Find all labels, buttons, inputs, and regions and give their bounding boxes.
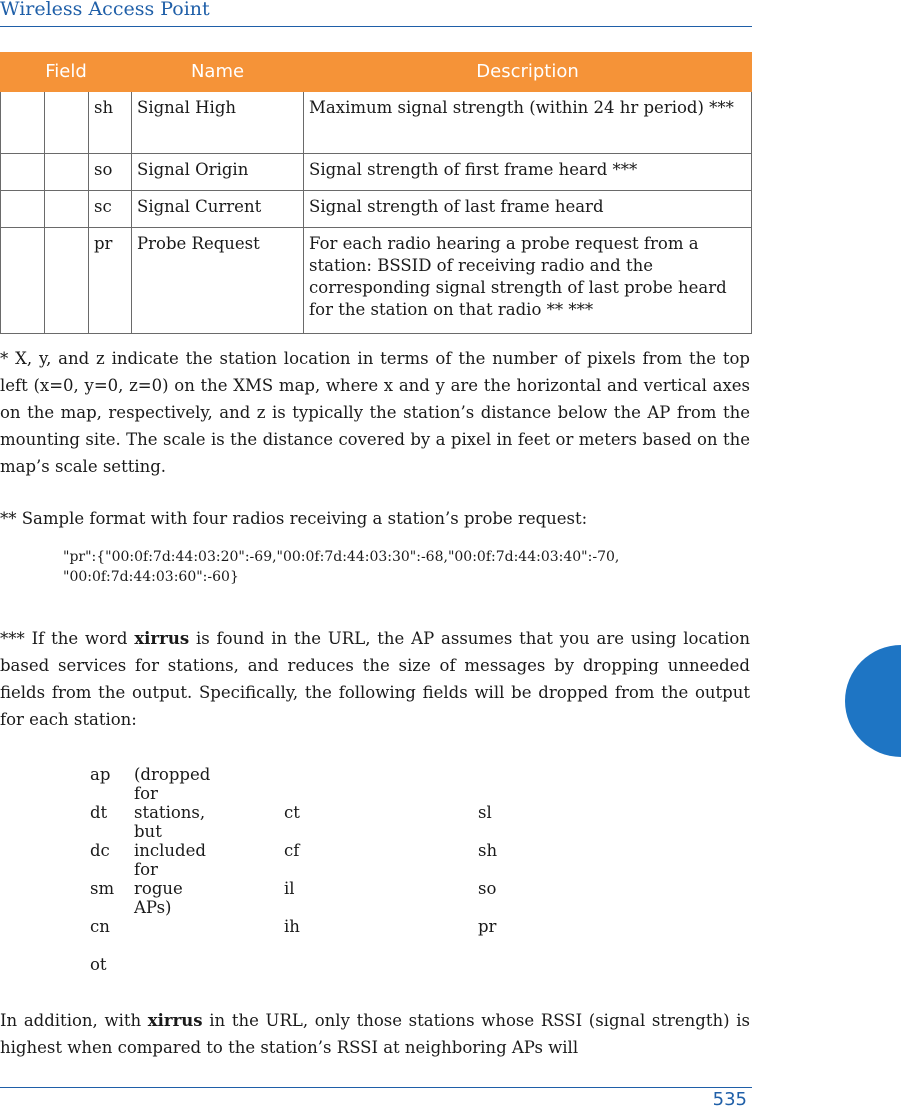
xirrus-keyword: xirrus [134, 629, 190, 648]
empty-cell [45, 191, 89, 228]
field-name: Probe Request [132, 228, 304, 334]
field-name: Signal High [132, 92, 304, 154]
empty-cell [45, 228, 89, 334]
footnote-coordinates: * X, y, and z indicate the station location in terms of the number of pixels from the top left (x=0, y=0, z=0) on the XMS map, where x and y are the horizontal and vertical axes on the map, respectively, and z is typically the station’s distance below the AP from the mounting site. The scale is the distance covered by a pixel in feet or meters based on the map’s scale setting. [0, 349, 750, 476]
footnote-xirrus-suffix: is found in the URL, the AP assumes that you are using location based services for stations, and reduces the size of messages by dropping unneeded fields from the output. Specifically, the following fields will be dropped from the output for each station: [0, 629, 750, 729]
field-abbr: cn [90, 917, 110, 936]
footnote-xirrus-prefix: *** If the word [0, 629, 135, 648]
footnote-xirrus [0, 625, 750, 733]
xirrus-keyword: xirrus [147, 1011, 203, 1030]
table-header-row [1, 53, 752, 92]
footer-divider [0, 1087, 752, 1088]
empty-cell [1, 228, 45, 334]
field-abbr: sh [478, 841, 498, 860]
field-abbr: so [89, 154, 132, 191]
empty-cell [1, 92, 45, 154]
field-abbr: ih [284, 917, 300, 936]
field-table [0, 52, 752, 334]
closing-prefix: In addition, with [0, 1011, 148, 1030]
field-abbr: ot [90, 955, 107, 974]
field-abbr: so [478, 879, 497, 898]
probe-request-sample: "pr":{"00:0f:7d:44:03:20":-69,"00:0f:7d:44:03:30":-68,"00:0f:7d:44:03:40":-70, "00:0f:7d:44:03:60":-60} [63, 549, 620, 585]
field-abbr: dt [90, 803, 108, 822]
field-abbr: dc [90, 841, 110, 860]
footnote-sample-format: ** Sample format with four radios receiving a station’s probe request: [0, 509, 588, 528]
field-name: Signal Current [132, 191, 304, 228]
running-header-title: Wireless Access Point [0, 0, 210, 20]
field-abbr: ct [284, 803, 300, 822]
field-abbr: il [284, 879, 295, 898]
column-header-description: Description [304, 53, 752, 92]
chapter-tab-marker [845, 645, 901, 757]
table-row [1, 154, 752, 191]
field-name: Signal Origin [132, 154, 304, 191]
column-header-name: Name [132, 53, 304, 92]
field-abbr: sl [478, 803, 492, 822]
field-abbr: sc [89, 191, 132, 228]
field-description: For each radio hearing a probe request from a station: BSSID of receiving radio and the corresponding signal strength of last probe heard for the station on that radio ** *** [304, 228, 752, 334]
table-row [1, 92, 752, 154]
closing-suffix: in the URL, only those stations whose RSSI (signal strength) is highest when compared to the station’s RSSI at neighboring APs will [0, 1011, 750, 1057]
column-header-field: Field [1, 53, 132, 92]
header-divider [0, 26, 752, 27]
field-description: Signal strength of first frame heard *** [304, 154, 752, 191]
field-abbr: pr [89, 228, 132, 334]
field-description: Maximum signal strength (within 24 hr period) *** [304, 92, 752, 154]
field-description: Signal strength of last frame heard [304, 191, 752, 228]
empty-cell [1, 191, 45, 228]
field-abbr: cf [284, 841, 300, 860]
field-abbr: sm [90, 879, 115, 898]
field-abbr: ap [90, 765, 111, 784]
page-number: 535 [712, 1089, 747, 1110]
field-abbr: sh [89, 92, 132, 154]
field-note: (dropped for stations, but included for rogue APs) [134, 765, 211, 917]
field-abbr: pr [478, 917, 497, 936]
table-row [1, 191, 752, 228]
table-row [1, 228, 752, 334]
closing-paragraph [0, 1007, 750, 1061]
empty-cell [45, 92, 89, 154]
empty-cell [1, 154, 45, 191]
empty-cell [45, 154, 89, 191]
